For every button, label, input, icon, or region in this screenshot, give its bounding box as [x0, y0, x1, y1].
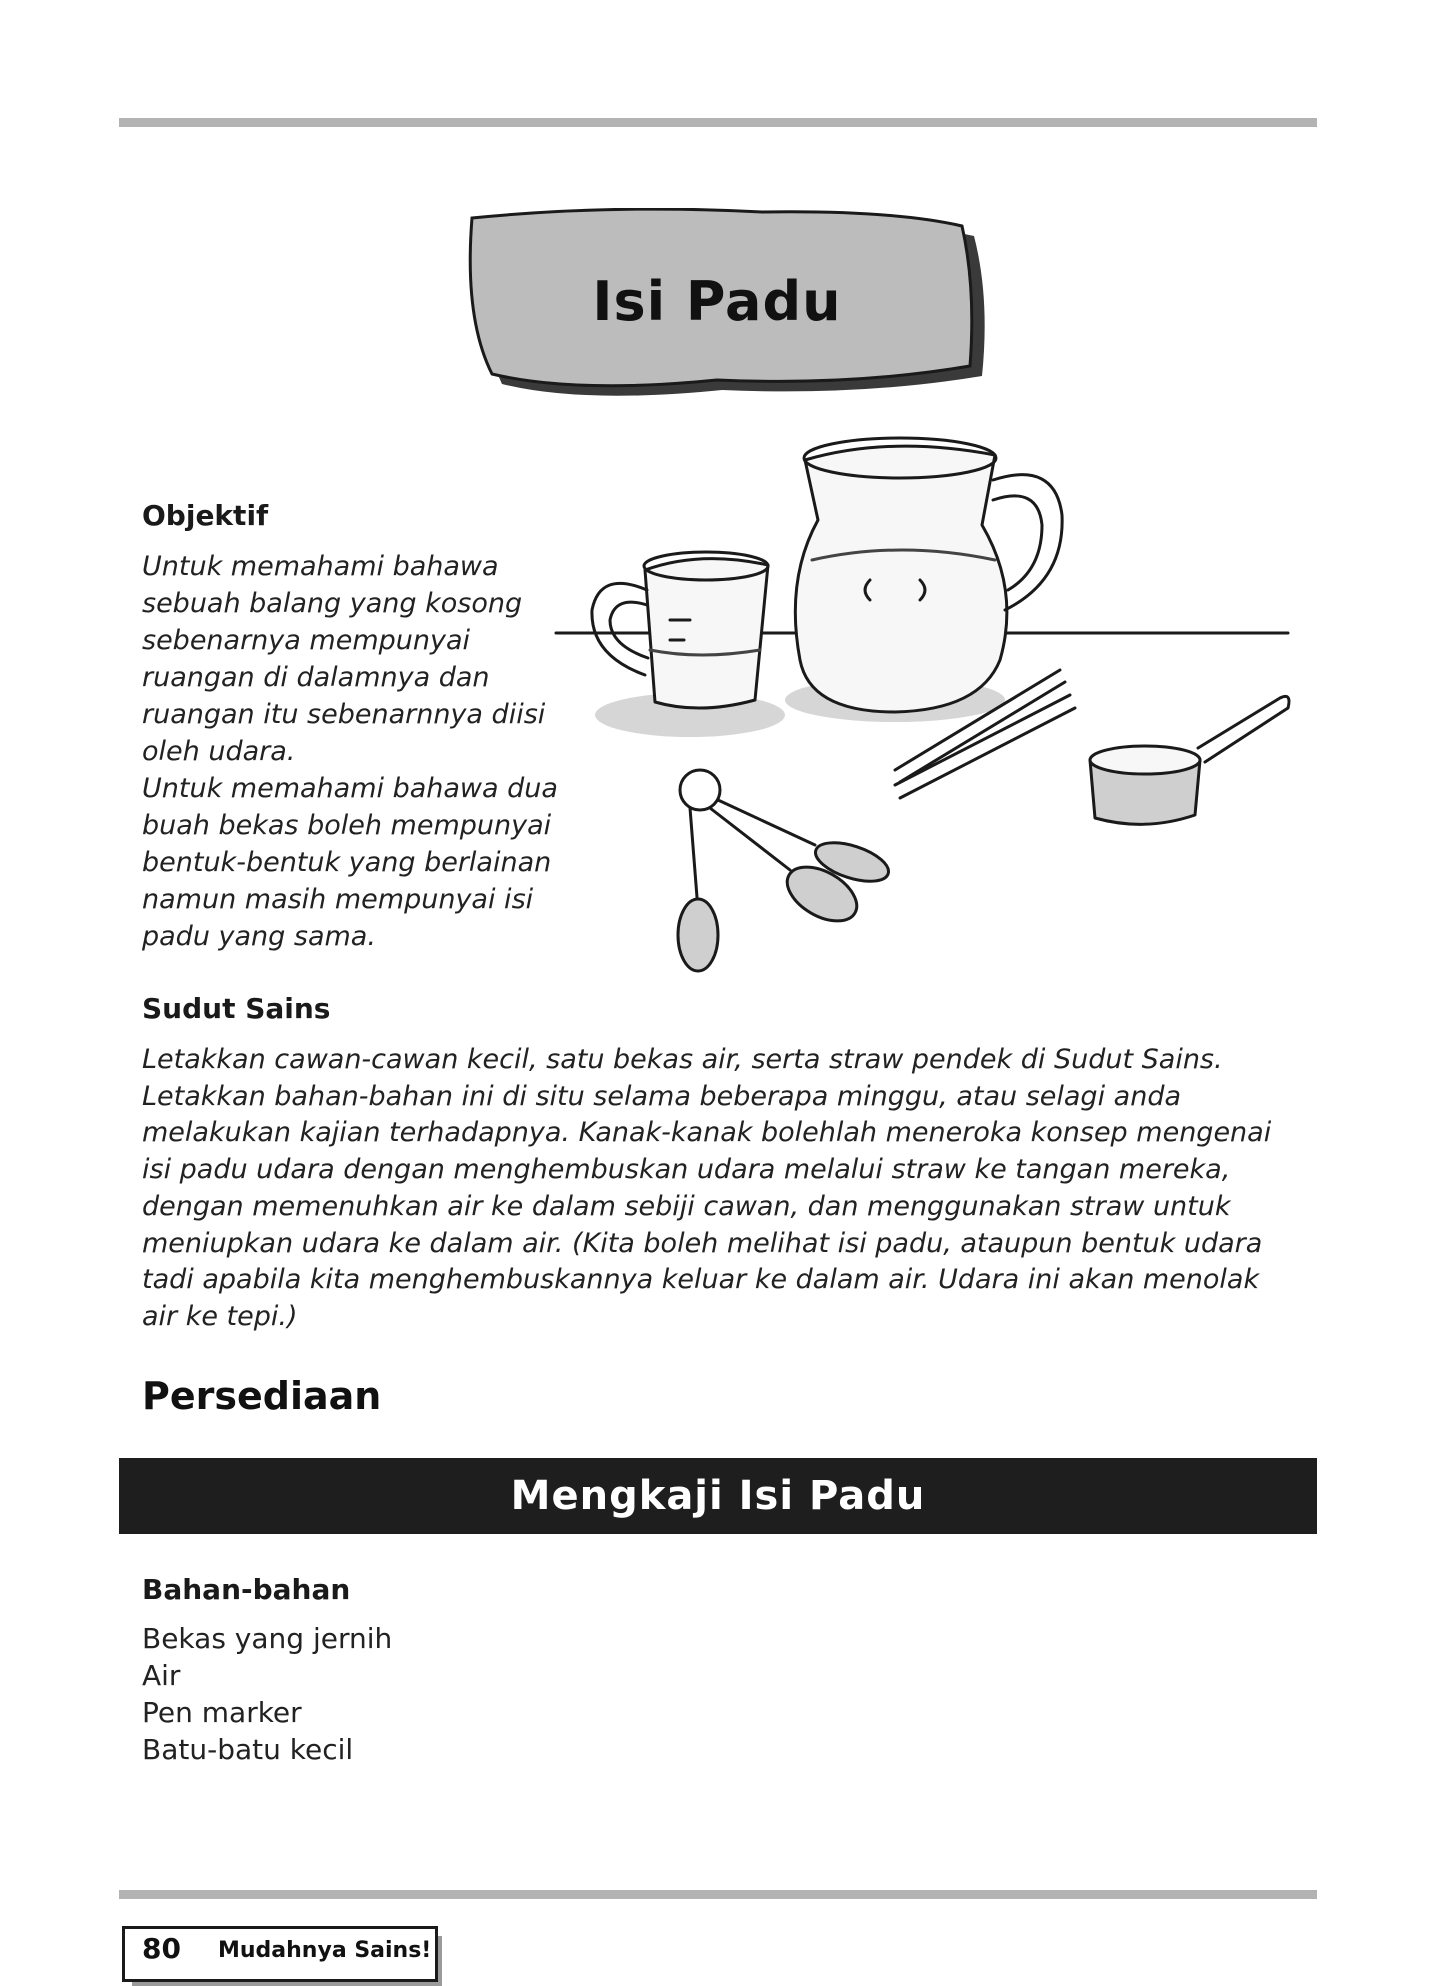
objektif-line: ruangan di dalamnya dan: [142, 662, 490, 693]
water-jug-icon: [795, 438, 1062, 712]
list-item: Batu-batu kecil: [142, 1733, 354, 1766]
list-item: Air: [142, 1659, 181, 1692]
sudut-line: melakukan kajian terhadapnya. Kanak-kanak bolehlah meneroka konsep mengenai: [142, 1117, 1272, 1149]
list-item: Pen marker: [142, 1696, 302, 1729]
sudut-sains-heading: Sudut Sains: [142, 992, 331, 1025]
objektif-line: buah bekas boleh mempunyai: [142, 810, 552, 841]
objektif-line: namun masih mempunyai isi: [142, 884, 534, 915]
objektif-line: bentuk-bentuk yang berlainan: [142, 847, 552, 878]
measuring-tools-illustration: [550, 430, 1295, 990]
objektif-line: sebenarnya mempunyai: [142, 625, 471, 656]
objektif-line: padu yang sama.: [142, 921, 376, 952]
page-number: 80: [142, 1932, 181, 1965]
measuring-spoons-icon: [678, 770, 893, 971]
activity-banner: Mengkaji Isi Padu: [119, 1458, 1317, 1534]
persediaan-heading: Persediaan: [142, 1374, 382, 1418]
sudut-line: isi padu udara dengan menghembuskan udara melalui straw ke tangan mereka,: [142, 1154, 1231, 1186]
measuring-cup-icon: [592, 552, 768, 708]
bahan-heading: Bahan-bahan: [142, 1573, 351, 1606]
bottom-divider: [119, 1890, 1317, 1899]
objektif-line: Untuk memahami bahawa: [142, 551, 499, 582]
materials-list: [142, 1620, 392, 1768]
scoop-cup-icon: [1090, 696, 1289, 824]
title-badge: [462, 208, 992, 408]
objektif-line: Untuk memahami bahawa dua: [142, 773, 558, 804]
sudut-line: dengan memenuhkan air ke dalam sebiji cawan, dan menggunakan straw untuk: [142, 1190, 1231, 1222]
sudut-line: meniupkan udara ke dalam air. (Kita boleh melihat isi padu, ataupun bentuk udara: [142, 1227, 1263, 1259]
sudut-line: air ke tepi.): [142, 1300, 298, 1332]
objektif-line: sebuah balang yang kosong: [142, 588, 523, 619]
sudut-sains-text: [142, 1042, 1292, 1336]
list-item: Bekas yang jernih: [142, 1622, 393, 1655]
objektif-line: ruangan itu sebenarnnya diisi: [142, 699, 546, 730]
objektif-heading: Objektif: [142, 499, 269, 532]
book-title: Mudahnya Sains!: [218, 1938, 432, 1963]
objektif-text: [142, 548, 582, 955]
top-divider: [119, 118, 1317, 127]
objektif-line: oleh udara.: [142, 736, 296, 767]
sudut-line: Letakkan bahan-bahan ini di situ selama beberapa minggu, atau selagi anda: [142, 1080, 1181, 1112]
sudut-line: tadi apabila kita menghembuskannya keluar ke dalam air. Udara ini akan menolak: [142, 1264, 1260, 1296]
sudut-line: Letakkan cawan-cawan kecil, satu bekas air, serta straw pendek di Sudut Sains.: [142, 1044, 1223, 1075]
page-title: Isi Padu: [592, 270, 842, 333]
